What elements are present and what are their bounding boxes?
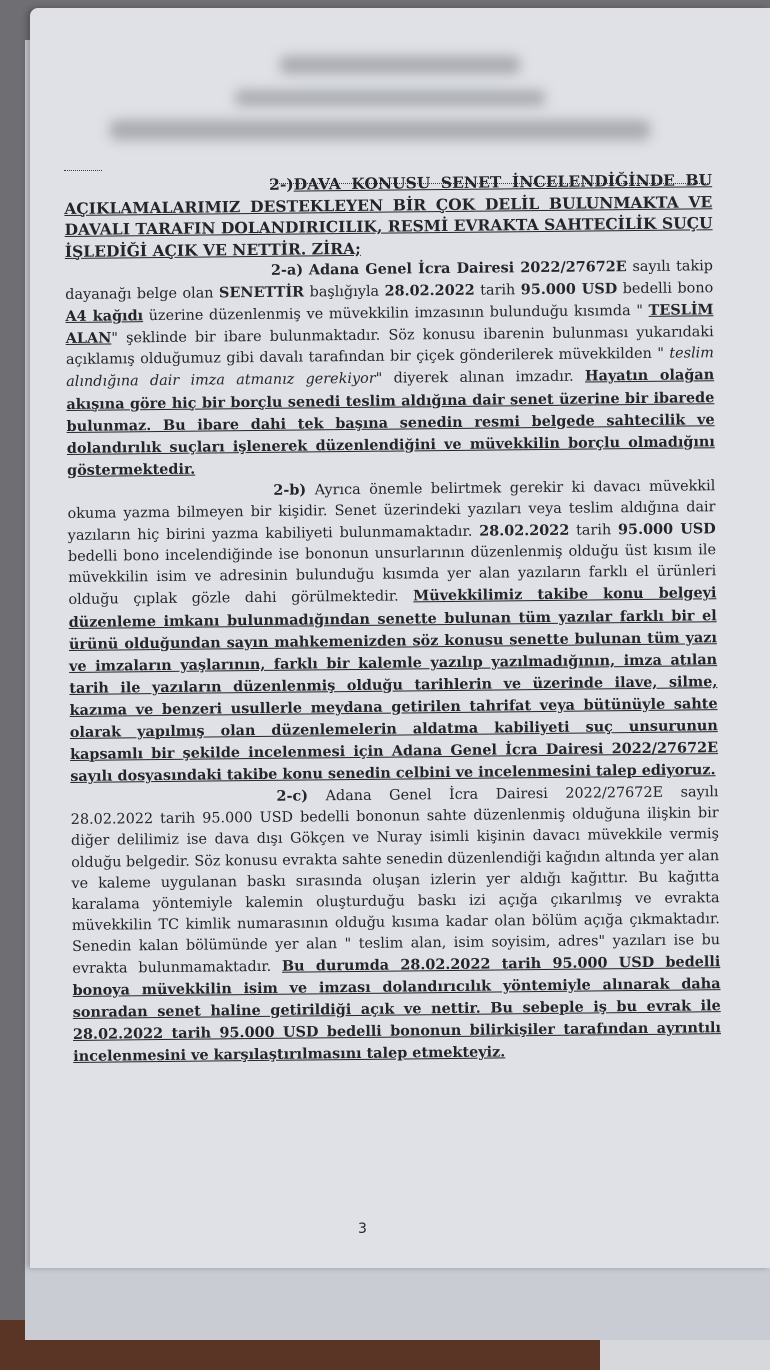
text-run: bedelli bono incelendiğinde ise bononun unsurlarının düzenlenmiş olduğu üst kısım ile müvekkilin isim ve adresinin bulunduğu kısımda yer alan yazıların farklı el ürünleri olduğu çıplak gözle dahi görülmektedir. [67,542,717,609]
document-body [64,169,721,1068]
paragraph-2a [65,255,715,482]
text-run: tarih [474,282,521,299]
amount-value: 95.000 USD [617,520,716,539]
emphasis-text: Bu durumda 28.02.2022 tarih 95.000 USD bedelli bonoya müvekkilin isim ve imzası dolandırıcılık yöntemiyle alınarak daha sonradan senet haline getirildiği açık ve nettir. Bu sebeple iş bu evrak ile 28.02.2022 tarih 95.000 USD bedelli bononun bilirkişiler tarafından ayrıntılı incelenmesini ve karşılaştırılmasını talep etmekteyiz. [72,953,722,1066]
text-run: SENETTİR [218,283,305,302]
text-run: A4 kağıdı [65,307,144,326]
document-page [30,8,770,1268]
text-run: sayılı takip dayanağı belge olan [65,258,714,304]
paragraph-2c [70,781,721,1068]
blurred-header-line [235,90,545,106]
text-run: başlığıyla [304,283,385,301]
text-run: tarih [569,522,619,539]
section-label: 2-a) [270,261,304,279]
blurred-header-line [280,56,520,74]
case-reference: Adana Genel İcra Dairesi 2022/27672E [308,258,627,279]
text-run: üzerine düzenlenmiş ve müvekkilin imzasının bulunduğu kısımda " [143,303,649,325]
quoted-text: " teslim alındığına dair imza atmanız gerekiyor" [66,345,714,391]
section-heading [64,169,713,262]
dotted-separator [64,170,102,171]
page-number: 3 [358,1221,367,1237]
text-run: Ayrıca önemle belirtmek gerekir ki davacı müvekkil okuma yazma bilmeyen bir kişidir. Senet üzerindeki yazıları veya teslim aldığına dair yazıların hiç birini yazma kabiliyeti bulunmamaktadır. [67,478,716,545]
emphasis-text: Hayatın olağan akışına göre hiç bir borçlu senedi teslim aldığına dair senet üzerine bir ibarede bulunmaz. Bu ibare dahi tek başına senedin resmi belgede sahtecilik ve dolandırılık suçları işlenerek düzenlendiğini ve müvekkilin borçlu olmadığını göstermektedir. [66,366,715,479]
text-run: Adana Genel İcra Dairesi 2022/27672E sayılı 28.02.2022 tarih 95.000 USD bedelli bononun sahte düzenlenmiş olduğuna ilişkin bir diğer delilimiz ise dava dışı Gökçen ve Nuray isimli kişinin davacı müvekkile vermiş olduğu belgedir. Söz konusu evrakta sahte senedin düzenlendiği kağıdın altında yer alan ve kaleme uygulanan baskı sırasında oluşan izlerin yer aldığı kağıttır. Bu kağıtta karalama yöntemiyle kalemin oluşturduğu baskı izi açığa çıkarılmış ve evrakta müvekkilin TC kimlik numarasının olduğu kısıma kadar olan bölüm açığa çıkmaktadır. Senedin kalan bölümünde yer alan " teslim alan, isim soyisim, adres" yazıları ise bu evrakta bulunmamaktadır. [70,784,721,977]
blurred-header-line [110,120,650,140]
section-label: 2-b) [273,481,307,499]
paragraph-2b [67,475,718,788]
amount-value: 95.000 USD [520,280,618,299]
text-run: bedelli bono [617,280,714,298]
heading-prefix: 2-) [268,174,294,194]
section-label: 2-c) [276,787,309,806]
text-run: TESLİM ALAN [65,301,714,348]
date-value: 28.02.2022 [479,521,570,540]
heading-text: DAVA KONUSU SENET İNCELENDİĞİNDE BU AÇIKLAMALARIMIZ DESTEKLEYEN BİR ÇOK DELİL BULUNMAKTA VE DAVALI TARAFIN DOLANDIRICILIK, RESMİ EVRAKTA SAHTECİLİK SUÇU İŞLEDİĞİ AÇIK VE NETTİR. ZİRA; [64,170,713,261]
text-run: " şeklinde bir ibare bulunmaktadır. Söz konusu ibarenin bulunması yukarıdaki açıklamış olduğumuz gibi davalı tarafından bir çiçek gönderilerek müvekkilden [65,324,714,369]
emphasis-text: Müvekkilimiz takibe konu belgeyi düzenleme imkanı bulunmadığından senette bulunan tüm yazılar farklı bir el ürünü olduğundan sayın mahkemenizden söz konusu senette bulunan tüm yazı ve imzaların yaşlarının, farklı bir kalemle yazılıp yazılmadığının, imza atılan tarih ile yazıların düzenlenmiş olduğu tarihlerin ve üzerinde ilave, silme, kazıma ve benzeri usullerle meydana getirilen tahrifat veya bütünüyle sahte olarak yapılmış olan düzenlemelerin aldatma kabiliyeti suç unsurunun kapsamlı bir şekilde incelenmesi için Adana Genel İcra Dairesi 2022/27672E sayılı dosyasındaki takibe konu senedin celbini ve incelenmesini talep ediyoruz. [68,584,719,786]
date-value: 28.02.2022 [384,281,475,300]
text-run: diyerek alınan imzadır. [382,369,586,388]
